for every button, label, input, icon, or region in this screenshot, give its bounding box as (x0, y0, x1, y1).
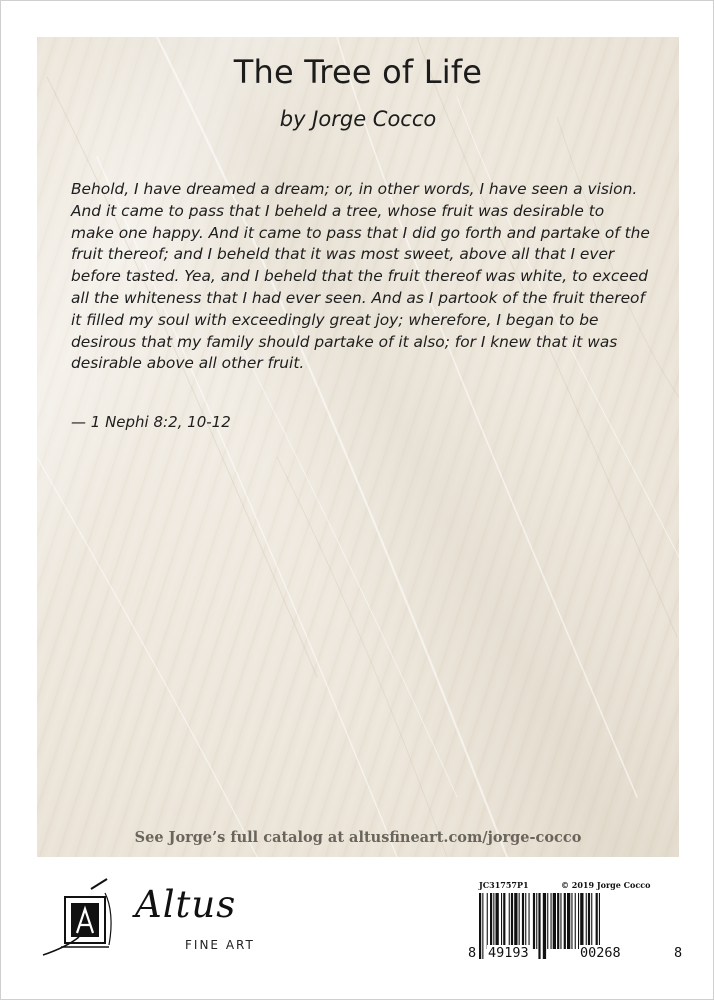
barcode-bar (580, 893, 583, 949)
barcode-bar (509, 893, 510, 949)
barcode-check-digit: 8 (674, 945, 683, 961)
barcode-bar (564, 893, 566, 949)
sku-code: JC31757P1 (479, 880, 529, 890)
copyright-notice: © 2019 Jorge Cocco (561, 880, 651, 890)
barcode-right-digits: 00268 (580, 945, 621, 961)
barcode-bar (543, 893, 546, 959)
barcode-bar (557, 893, 559, 949)
barcode-bar (490, 893, 492, 949)
marble-panel (37, 37, 679, 857)
barcode-bar (529, 893, 530, 949)
scripture-citation: — 1 Nephi 8:2, 10-12 (71, 413, 231, 431)
catalog-link[interactable]: See Jorge’s full catalog at altusfineart.com/jorge-cocco (134, 829, 582, 846)
barcode-bar (588, 893, 590, 949)
barcode-bar (496, 893, 499, 949)
barcode-bar (503, 893, 505, 949)
barcode-bar (578, 893, 579, 949)
barcode-bar (522, 893, 524, 949)
barcode-bar (560, 893, 561, 949)
barcode-bar (538, 893, 540, 959)
barcode-bar (511, 893, 513, 949)
marble-texture (37, 37, 679, 857)
altus-a-monogram-icon (35, 875, 145, 965)
scripture-quote: Behold, I have dreamed a dream; or, in other words, I have seen a vision. And it came to pass that I beheld a tree, whose fruit was desirable to make one happy. And it came to pass that I did go forth and partake of the fruit thereof; and I beheld that it was most sweet, above all that I ever before tasted. Yea, and I beheld that the fruit thereof was white, to exceed all the whiteness that I had ever seen. And as I partook of the fruit thereof it filled my soul with exceedingly great joy; wherefore, I began to be desirous that my family should partake of it also; for I knew that it was desirable above all other fruit. (71, 180, 650, 373)
barcode-bar (571, 893, 572, 949)
barcode-left-digits: 49193 (488, 945, 529, 961)
barcode-bar (525, 893, 526, 949)
logo-wordmark: Altus (135, 883, 237, 926)
barcode-bar (567, 893, 570, 949)
barcode-bar (514, 893, 517, 949)
barcode-bar (575, 893, 576, 949)
barcode-bar (493, 893, 494, 949)
altus-logo (35, 875, 265, 965)
barcode-bar (533, 893, 535, 949)
artwork-title: The Tree of Life (233, 53, 483, 91)
upc-barcode (467, 893, 683, 967)
logo-subtitle: FINE ART (185, 938, 255, 952)
artist-byline: by Jorge Cocco (279, 107, 437, 131)
barcode-bar (547, 893, 548, 949)
barcode-bar (479, 893, 481, 959)
barcode-bar (591, 893, 592, 949)
barcode-bar (519, 893, 520, 949)
barcode-bar (553, 893, 556, 949)
barcode-bar (586, 893, 587, 949)
barcode-bar (536, 893, 537, 949)
barcode-bar (487, 893, 488, 949)
barcode-bar (501, 893, 502, 949)
barcode-lead-digit: 8 (468, 945, 477, 961)
barcode-bar (551, 893, 552, 949)
barcode-bar (482, 893, 483, 959)
